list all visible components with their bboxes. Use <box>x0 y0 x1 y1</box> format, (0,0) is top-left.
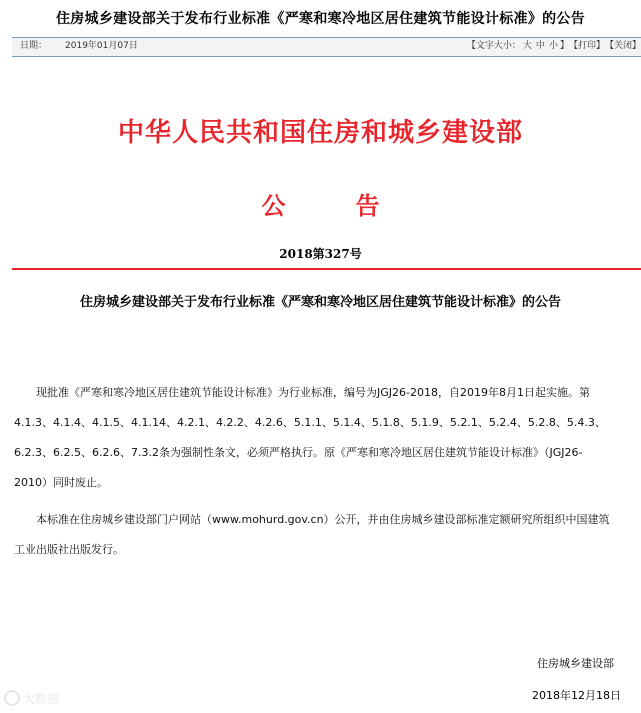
red-divider <box>12 268 641 270</box>
info-bar <box>12 37 641 57</box>
font-size-medium-link[interactable]: 中 <box>535 41 545 51</box>
font-size-small-link[interactable]: 小 <box>548 41 558 51</box>
date-label: 日期： <box>20 41 48 51</box>
notice-heading: 公告 <box>261 191 450 220</box>
page-title: 住房城乡建设部关于发布行业标准《严寒和寒冷地区居住建筑节能设计标准》的公告 <box>55 11 586 27</box>
body-paragraph: 本标准在住房城乡建设部门户网站（www.mohurd.gov.cn）公开，并由住房城乡建设部标准定额研究所组织中国建筑工业出版社出版发行。 <box>14 513 610 556</box>
document-body <box>14 378 614 565</box>
font-size-end: 】 <box>559 41 569 51</box>
font-size-large-link[interactable]: 大 <box>522 41 532 51</box>
watermark <box>4 690 59 707</box>
date-group <box>20 38 138 55</box>
font-size-label: 【文字大小： <box>466 41 521 51</box>
date-value: 2019年01月07日 <box>65 41 138 51</box>
body-paragraph: 现批准《严寒和寒冷地区居住建筑节能设计标准》为行业标准，编号为JGJ26-2018，自2019年8月1日起实施。第4.1.3、4.1.4、4.1.5、4.1.14、4.2.1、4.2.2、4.2.6、5.1.1、5.1.4、5.1.8、5.1.9、5.2.1、5.2.4、5.2.8、5.4.3、6.2.3、6.2.5、6.2.6、7.3.2条为强制性条文，必须严格执行。原《严寒和寒冷地区居住建筑节能设计标准》（JGJ26-2010）同时废止。 <box>14 386 606 489</box>
watermark-logo-icon <box>4 690 20 706</box>
sign-date: 2018年12月18日 <box>532 689 621 702</box>
close-link[interactable]: 【关闭】 <box>604 41 641 51</box>
watermark-text: 大数据 <box>23 692 60 706</box>
toolbar <box>467 38 641 55</box>
announcement-title: 住房城乡建设部关于发布行业标准《严寒和寒冷地区居住建筑节能设计标准》的公告 <box>79 295 561 310</box>
document-number: 2018第327号 <box>279 247 362 261</box>
print-link[interactable]: 【打印】 <box>568 41 605 51</box>
signer: 住房城乡建设部 <box>537 657 614 670</box>
agency-name: 中华人民共和国住房和城乡建设部 <box>117 118 523 148</box>
